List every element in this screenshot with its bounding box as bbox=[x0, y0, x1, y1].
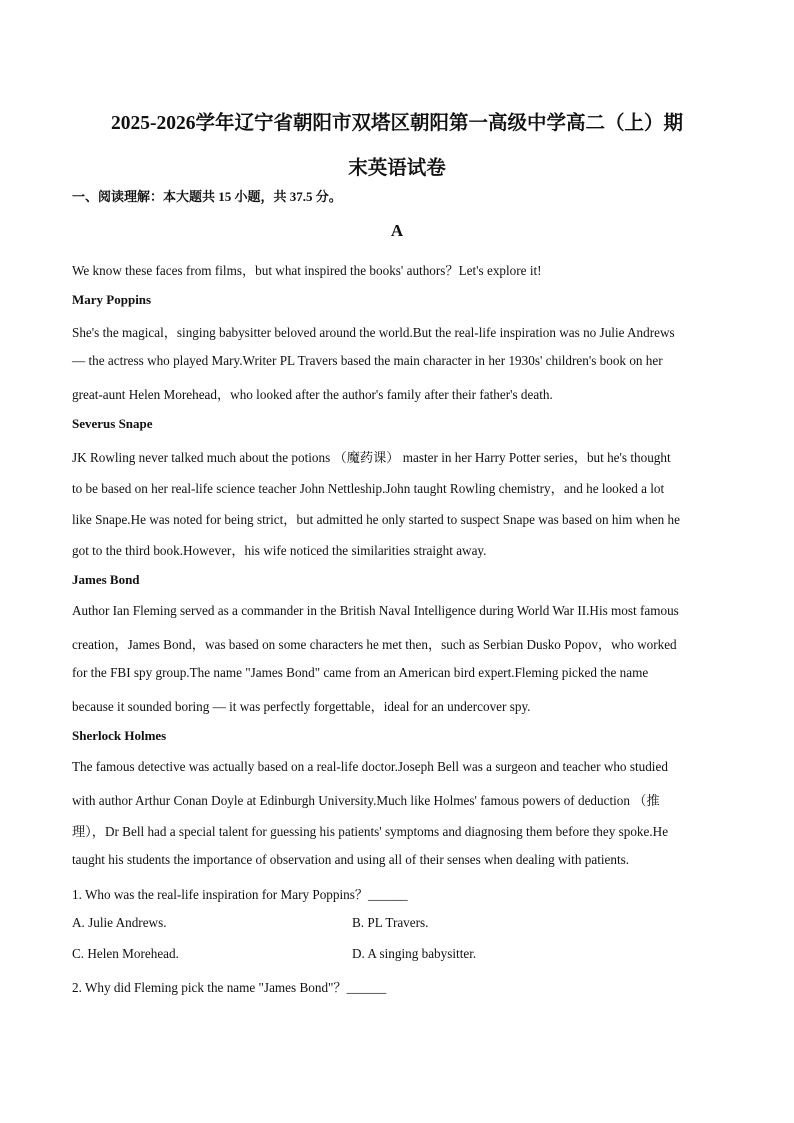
question-1-stem: 1. Who was the real-life inspiration for Mary Poppins？______ bbox=[72, 887, 408, 902]
heading-mary-poppins: Mary Poppins bbox=[72, 292, 152, 307]
paragraph-line: because it sounded boring — it was perfectly forgettable，ideal for an undercover spy. bbox=[72, 699, 531, 714]
passage-letter: A bbox=[390, 221, 404, 240]
paragraph-line: for the FBI spy group.The name "James Bond" came from an American bird expert.Fleming picked the name bbox=[72, 665, 649, 680]
paragraph-line: She's the magical，singing babysitter beloved around the world.But the real-life inspiration was no Julie Andrews bbox=[72, 325, 675, 340]
section-heading: 一、阅读理解：本大题共 15 小题，共 37.5 分。 bbox=[72, 189, 342, 204]
paragraph-line: taught his students the importance of observation and using all of their senses when dealing with patients. bbox=[72, 852, 630, 867]
paragraph-line: got to the third book.However，his wife noticed the similarities straight away. bbox=[72, 543, 487, 558]
question-1-option-d: D. A singing babysitter. bbox=[352, 946, 477, 961]
exam-title-line-2: 末英语试卷 bbox=[348, 158, 446, 179]
heading-severus-snape: Severus Snape bbox=[72, 416, 153, 431]
paragraph-line: 理），Dr Bell had a special talent for guessing his patients' symptoms and diagnosing them before they spoke.He bbox=[72, 824, 669, 839]
passage-intro: We know these faces from films，but what inspired the books' authors？Let's explore it! bbox=[72, 263, 542, 278]
heading-james-bond: James Bond bbox=[72, 572, 140, 587]
heading-sherlock-holmes: Sherlock Holmes bbox=[72, 728, 167, 743]
question-1-option-b: B. PL Travers. bbox=[352, 915, 429, 930]
paragraph-line: great-aunt Helen Morehead，who looked after the author's family after their father's death. bbox=[72, 387, 553, 402]
question-1-option-c: C. Helen Morehead. bbox=[72, 946, 179, 961]
exam-title-line-1: 2025-2026学年辽宁省朝阳市双塔区朝阳第一高级中学高二（上）期 bbox=[111, 113, 683, 134]
exam-title bbox=[60, 101, 734, 191]
paragraph-line: Author Ian Fleming served as a commander in the British Naval Intelligence during World War II.His most famous bbox=[72, 603, 679, 618]
paragraph-line: creation，James Bond，was based on some characters he met then，such as Serbian Dusko Popov，who worked bbox=[72, 637, 677, 652]
paragraph-line: — the actress who played Mary.Writer PL Travers based the main character in her 1930s' children's book on her bbox=[72, 353, 663, 368]
paragraph-line: The famous detective was actually based on a real-life doctor.Joseph Bell was a surgeon and teacher who studied bbox=[72, 759, 668, 774]
paragraph-line: to be based on her real-life science teacher John Nettleship.John taught Rowling chemistry，and he looked a lot bbox=[72, 481, 665, 496]
paragraph-line: with author Arthur Conan Doyle at Edinburgh University.Much like Holmes' famous powers of deduction （推 bbox=[72, 793, 660, 808]
question-1-option-a: A. Julie Andrews. bbox=[72, 915, 167, 930]
question-2-stem: 2. Why did Fleming pick the name "James Bond"？______ bbox=[72, 980, 387, 995]
paragraph-line: JK Rowling never talked much about the potions （魔药课） master in her Harry Potter series，but he's thought bbox=[72, 450, 671, 465]
paragraph-line: like Snape.He was noted for being strict，but admitted he only started to suspect Snape was based on him when he bbox=[72, 512, 680, 527]
